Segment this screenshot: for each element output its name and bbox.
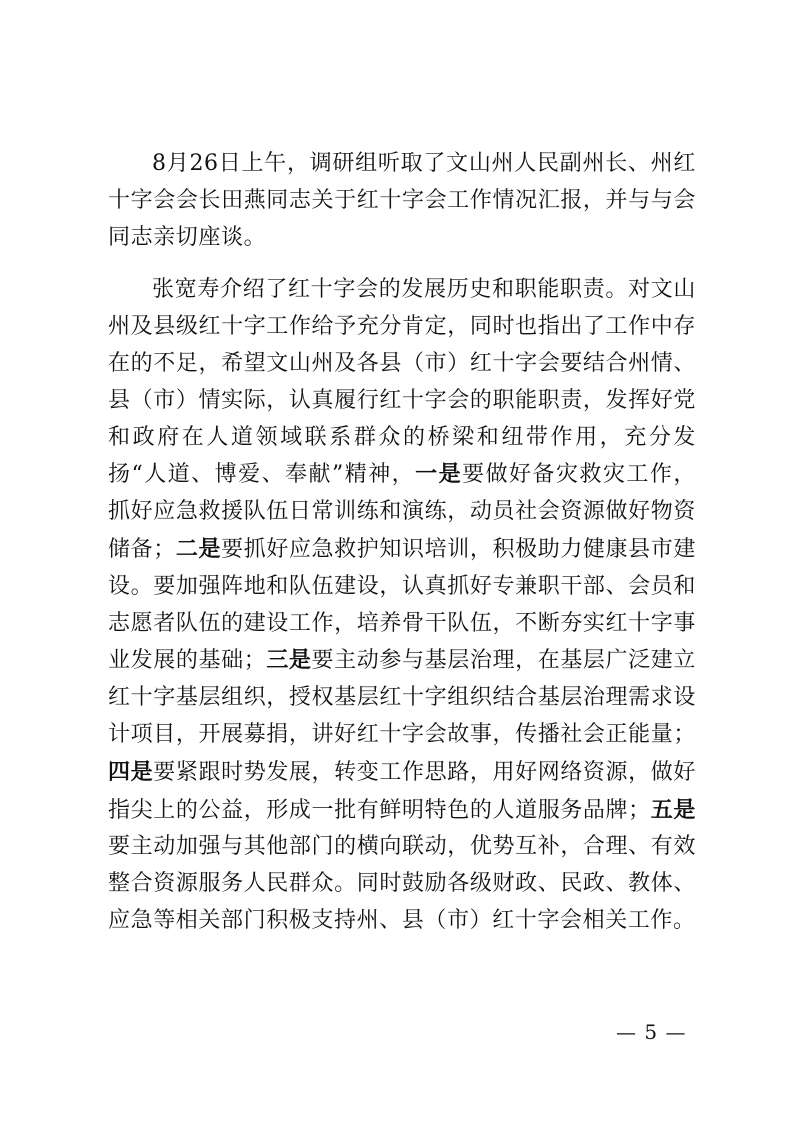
point-5-text: 要主动加强与其他部门的横向联动，优势互补，合理、有效整合资源服务人民群众。同时鼓励各级财政、民政、教体、应急等相关部门积极支持州、县（市）红十字会相关工作。 (108, 834, 696, 933)
point-2-text: 要抓好应急救护知识培训，积极助力健康县市建设。要加强阵地和队伍建设，认真抓好专兼职干部、会员和志愿者队伍的建设工作，培养骨干队伍，不断夯实红十字事业发展的基础； (108, 536, 696, 674)
point-1-text: 要做好备灾救灾工作，抓好应急救援队伍日常训练和演练，动员社会资源做好物资储备； (108, 462, 696, 562)
point-4-label: 四是 (108, 758, 154, 785)
paragraph-2-intro: 张宽寿介绍了红十字会的发展历史和职能职责。对文山州及县级红十字工作给予充分肯定，同时也指出了工作中存在的不足，希望文山州及各县（市）红十字会要结合州情、县（市）情实际，认真履行红十字会的职能职责，发挥好党和政府在人道领域联系群众的桥梁和纽带作用，充分发扬“人道、博爱、奉献”精神， (108, 277, 696, 488)
point-5-label: 五是 (650, 796, 696, 823)
point-4-text: 要紧跟时势发展，转变工作思路，用好网络资源，做好指尖上的公益，形成一批有鲜明特色的人道服务品牌； (108, 759, 696, 823)
paragraph-speech-summary (108, 272, 696, 939)
point-3-text: 要主动参与基层治理，在基层广泛建立红十字基层组织，授权基层红十字组织结合基层治理需求设计项目，开展募捐，讲好红十字会故事，传播社会正能量； (108, 648, 696, 747)
point-1-label: 一是 (415, 461, 463, 488)
page-number: — 5 — (616, 1020, 687, 1044)
point-3-label: 三是 (266, 647, 312, 674)
paragraph-meeting-summary (108, 146, 696, 256)
point-2-label: 二是 (175, 535, 222, 562)
paragraph-1-text: 8月26日上午，调研组听取了文山州人民副州长、州红十字会会长田燕同志关于红十字会工作情况汇报，并与与会同志亲切座谈。 (108, 151, 696, 250)
document-body (108, 146, 696, 940)
paragraph-spacer (108, 256, 696, 272)
